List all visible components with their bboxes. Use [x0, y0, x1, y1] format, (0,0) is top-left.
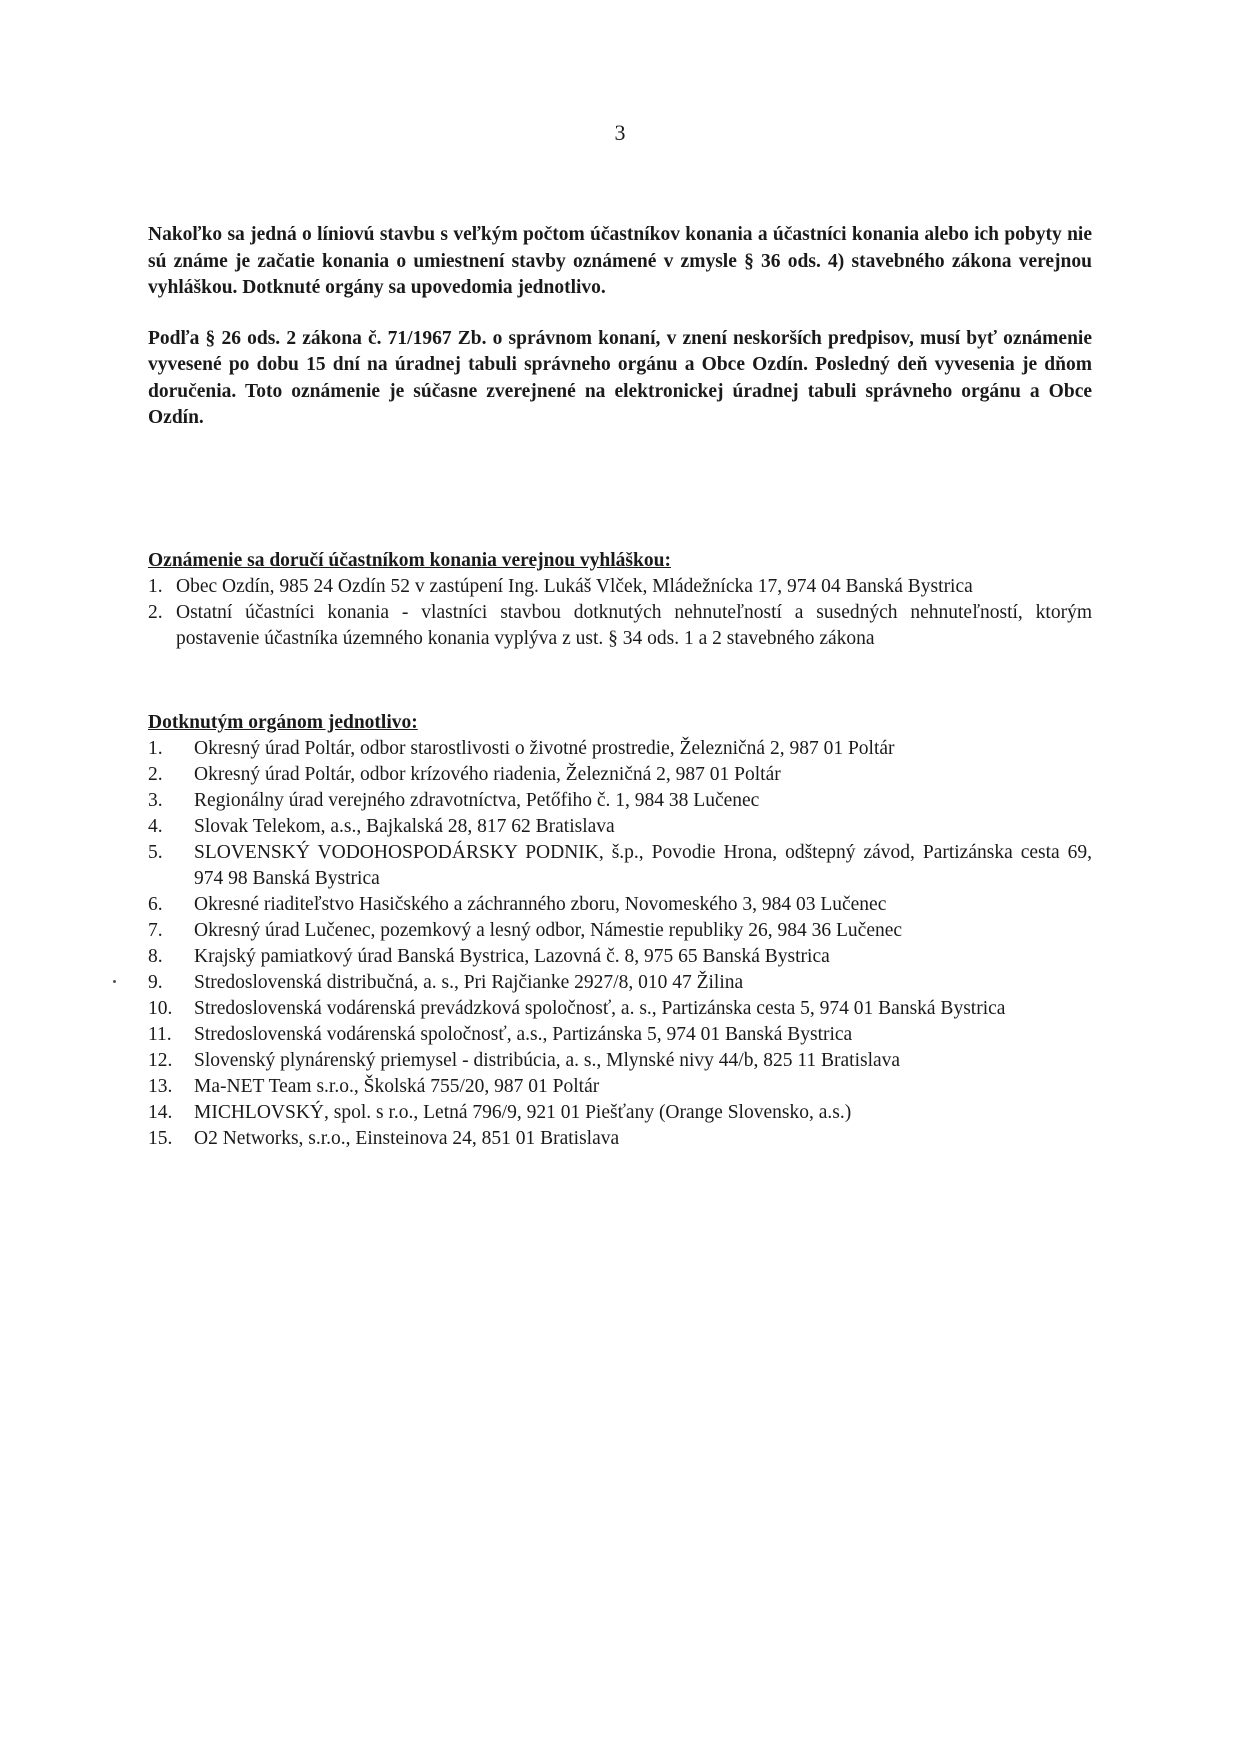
- list-number: 5.: [148, 841, 163, 863]
- list-text: Slovenský plynárenský priemysel - distribúcia, a. s., Mlynské nivy 44/b, 825 11 Bratislava: [194, 1049, 901, 1071]
- list-text: MICHLOVSKÝ, spol. s r.o., Letná 796/9, 921 01 Piešťany (Orange Slovensko, a.s.): [194, 1101, 852, 1123]
- list-item: [148, 788, 1092, 814]
- list-text: Okresné riaditeľstvo Hasičského a záchranného zboru, Novomeského 3, 984 03 Lučenec: [194, 893, 887, 915]
- organs-list: [148, 736, 1092, 1152]
- list-number: 10.: [148, 997, 173, 1019]
- scan-speck: [113, 980, 116, 983]
- list-text: Stredoslovenská distribučná, a. s., Pri Rajčianke 2927/8, 010 47 Žilina: [194, 971, 744, 993]
- list-number: 4.: [148, 815, 163, 837]
- list-item: [148, 944, 1092, 970]
- list-item: [148, 736, 1092, 762]
- recipients-list: [148, 574, 1092, 652]
- list-item: [148, 600, 1092, 652]
- list-item: [148, 1022, 1092, 1048]
- list-number: 13.: [148, 1075, 173, 1097]
- list-text: Stredoslovenská vodárenská spoločnosť, a.s., Partizánska 5, 974 01 Banská Bystrica: [194, 1023, 853, 1045]
- list-text: O2 Networks, s.r.o., Einsteinova 24, 851 01 Bratislava: [194, 1127, 620, 1149]
- organs-section: [148, 710, 1092, 1152]
- paragraph-public-notice: Nakoľko sa jedná o líniovú stavbu s veľkým počtom účastníkov konania a účastníci konania alebo ich pobyty nie sú známe je začatie konania o umiestnení stavby oznámené v zmysle § 36 ods. 4) stavebného zákona verejnou vyhláškou. Dotknuté orgány sa upovedomia jednotlivo.: [148, 224, 1092, 298]
- list-text: Stredoslovenská vodárenská prevádzková spoločnosť, a. s., Partizánska cesta 5, 974 01 Banská Bystrica: [194, 997, 1006, 1019]
- list-number: 3.: [148, 789, 163, 811]
- list-item: [148, 1074, 1092, 1100]
- list-number: 2.: [148, 601, 163, 623]
- list-item: [148, 892, 1092, 918]
- list-number: 2.: [148, 763, 163, 785]
- recipients-section: [148, 548, 1092, 652]
- list-number: 9.: [148, 971, 163, 993]
- list-number: 7.: [148, 919, 163, 941]
- list-text: Obec Ozdín, 985 24 Ozdín 52 v zastúpení Ing. Lukáš Vlček, Mládežnícka 17, 974 04 Banská Bystrica: [176, 575, 973, 597]
- list-number: 14.: [148, 1101, 173, 1123]
- recipients-heading: Oznámenie sa doručí účastníkom konania verejnou vyhláškou:: [148, 549, 671, 571]
- list-item: [148, 814, 1092, 840]
- list-text: Okresný úrad Poltár, odbor krízového riadenia, Železničná 2, 987 01 Poltár: [194, 763, 781, 785]
- list-number: 8.: [148, 945, 163, 967]
- list-number: 11.: [148, 1023, 172, 1045]
- list-text: SLOVENSKÝ VODOHOSPODÁRSKY PODNIK, š.p., Povodie Hrona, odštepný závod, Partizánska cesta 69, 974 98 Banská Bystrica: [194, 841, 1092, 889]
- list-number: 15.: [148, 1127, 173, 1149]
- list-text: Slovak Telekom, a.s., Bajkalská 28, 817 62 Bratislava: [194, 815, 615, 837]
- list-item: [148, 1126, 1092, 1152]
- list-number: 6.: [148, 893, 163, 915]
- list-text: Krajský pamiatkový úrad Banská Bystrica, Lazovná č. 8, 975 65 Banská Bystrica: [194, 945, 830, 967]
- paragraph-posting-period: Podľa § 26 ods. 2 zákona č. 71/1967 Zb. o správnom konaní, v znení neskorších predpisov, musí byť oznámenie vyvesené po dobu 15 dní na úradnej tabuli správneho orgánu a Obce Ozdín. Posledný deň vyvesenia je dňom doručenia. Toto oznámenie je súčasne zverejnené na elektronickej úradnej tabuli správneho orgánu a Obce Ozdín.: [148, 327, 1092, 428]
- list-text: Okresný úrad Poltár, odbor starostlivosti o životné prostredie, Železničná 2, 987 01 Poltár: [194, 737, 895, 759]
- list-item: [148, 1100, 1092, 1126]
- list-text: Regionálny úrad verejného zdravotníctva, Petőfiho č. 1, 984 38 Lučenec: [194, 789, 760, 811]
- list-text: Ostatní účastníci konania - vlastníci stavbou dotknutých nehnuteľností a susedných nehnuteľností, ktorým postavenie účastníka územného konania vyplýva z ust. § 34 ods. 1 a 2 stavebného zákona: [176, 601, 1092, 649]
- list-number: 1.: [148, 737, 163, 759]
- list-number: 12.: [148, 1049, 173, 1071]
- list-item: [148, 1048, 1092, 1074]
- list-item: [148, 970, 1092, 996]
- list-item: [148, 918, 1092, 944]
- list-text: Okresný úrad Lučenec, pozemkový a lesný odbor, Námestie republiky 26, 984 36 Lučenec: [194, 919, 903, 941]
- document-body: [148, 222, 1092, 1152]
- list-item: [148, 574, 1092, 600]
- list-text: Ma-NET Team s.r.o., Školská 755/20, 987 01 Poltár: [194, 1075, 600, 1097]
- page-number: 3: [614, 120, 626, 145]
- list-item: [148, 840, 1092, 892]
- organs-heading: Dotknutým orgánom jednotlivo:: [148, 711, 418, 733]
- list-number: 1.: [148, 575, 163, 597]
- list-item: [148, 762, 1092, 788]
- list-item: [148, 996, 1092, 1022]
